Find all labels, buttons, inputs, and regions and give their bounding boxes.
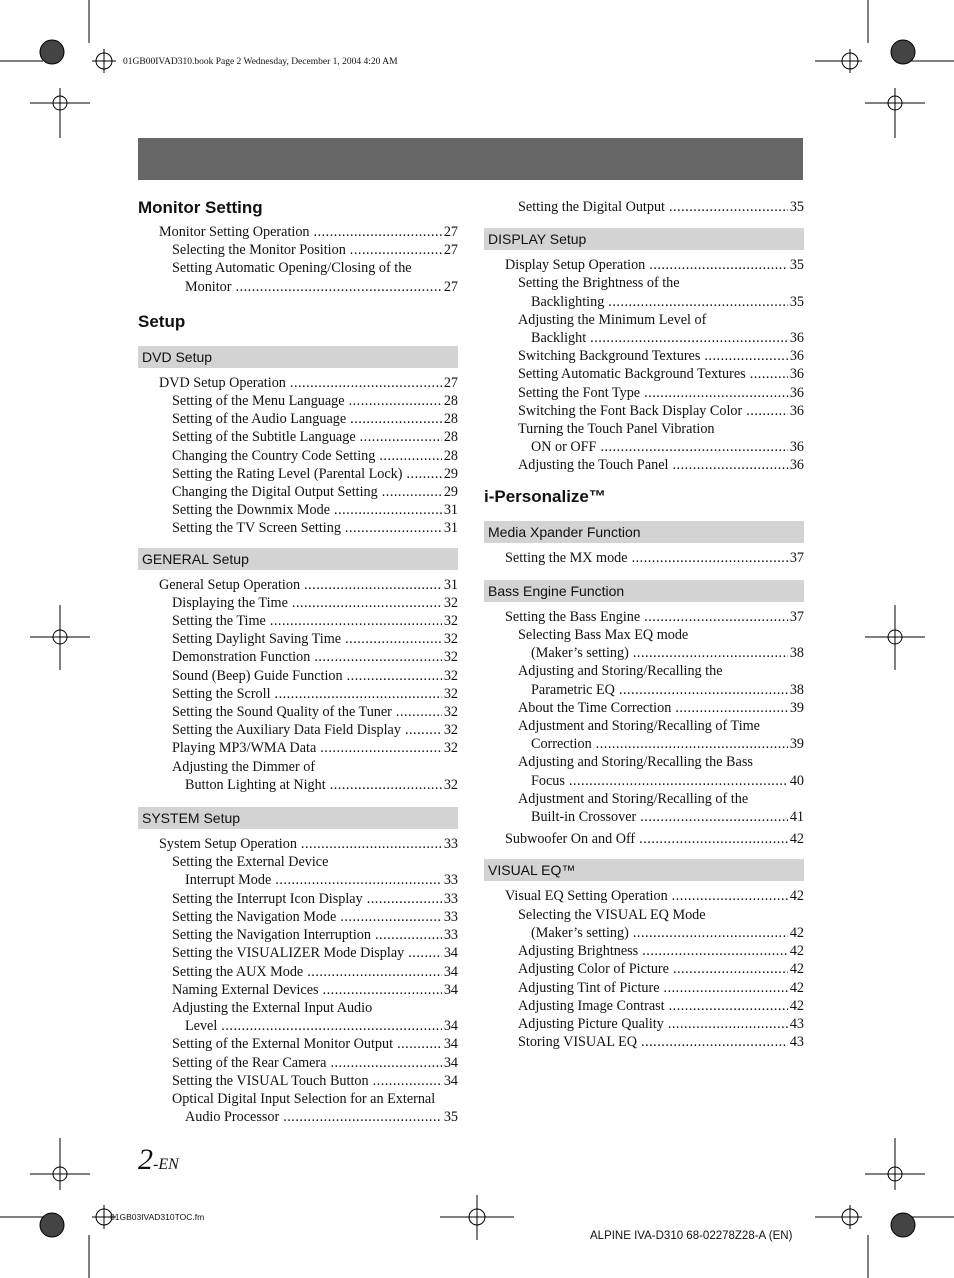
page-number-digit: 2 xyxy=(138,1143,153,1176)
header-bar xyxy=(138,138,803,180)
toc-entry[interactable]: Subwoofer On and Off ..... 42 xyxy=(484,830,804,848)
toc-entry[interactable]: Setting the Downmix Mode ..... 31 xyxy=(138,501,458,519)
toc-entry[interactable]: Setting of the Menu Language ..... 28 xyxy=(138,392,458,410)
toc-entry[interactable]: (Maker’s setting) ..... 38 xyxy=(484,644,804,662)
toc-entry[interactable]: Backlight ..... 36 xyxy=(484,329,804,347)
toc-entry[interactable]: Monitor Setting Operation ..... 27 xyxy=(138,223,458,241)
toc-entry[interactable]: Adjusting Brightness ..... 42 xyxy=(484,942,804,960)
toc-entry[interactable]: Naming External Devices ..... 34 xyxy=(138,981,458,999)
subsection-visual-eq: VISUAL EQ™ xyxy=(484,859,804,881)
toc-entry[interactable]: Changing the Digital Output Setting ..... 29 xyxy=(138,483,458,501)
toc-entry[interactable]: Setting the Bass Engine ..... 37 xyxy=(484,608,804,626)
toc-entry[interactable]: Setting the Navigation Interruption ..... 33 xyxy=(138,926,458,944)
toc-entry[interactable]: Interrupt Mode ..... 33 xyxy=(138,871,458,889)
section-title-setup: Setup xyxy=(138,311,186,331)
toc-entry[interactable]: Setting of the External Monitor Output ..... 34 xyxy=(138,1035,458,1053)
toc-entry-line1: Turning the Touch Panel Vibration xyxy=(518,421,715,438)
toc-entry[interactable]: Switching the Font Back Display Color ..... 36 xyxy=(484,402,804,420)
toc-entry[interactable]: Setting the MX mode ..... 37 xyxy=(484,549,804,567)
toc-entry[interactable]: Built-in Crossover ..... 41 xyxy=(484,808,804,826)
footer-model: ALPINE IVA-D310 68-02278Z28-A (EN) xyxy=(590,1230,793,1242)
toc-right-column xyxy=(484,198,804,1051)
toc-entry-line1: Setting the External Device xyxy=(172,854,329,871)
section-title-monitor-setting: Monitor Setting xyxy=(138,198,263,217)
toc-entry[interactable]: Changing the Country Code Setting ..... 28 xyxy=(138,447,458,465)
toc-entry[interactable]: About the Time Correction ..... 39 xyxy=(484,699,804,717)
toc-entry[interactable]: Setting the Rating Level (Parental Lock) ..... 29 xyxy=(138,465,458,483)
toc-entry-line1: Adjusting the Dimmer of xyxy=(172,758,316,775)
section-title-ipersonalize: i-Personalize™ xyxy=(484,486,606,506)
toc-entry[interactable]: Setting the Sound Quality of the Tuner ..... 32 xyxy=(138,703,458,721)
toc-entry[interactable]: Setting the Scroll ..... 32 xyxy=(138,685,458,703)
toc-entry[interactable]: Visual EQ Setting Operation ..... 42 xyxy=(484,887,804,905)
toc-entry-line1: Adjusting the Minimum Level of xyxy=(518,311,707,328)
toc-entry[interactable]: Display Setup Operation ..... 35 xyxy=(484,256,804,274)
subsection-display-setup: DISPLAY Setup xyxy=(484,228,804,250)
page-number-suffix: -EN xyxy=(153,1156,179,1173)
toc-entry-line1: Adjusting and Storing/Recalling the xyxy=(518,663,723,680)
toc-entry[interactable]: Adjusting Tint of Picture ..... 42 xyxy=(484,979,804,997)
toc-entry[interactable]: Setting Automatic Background Textures ..... 36 xyxy=(484,365,804,383)
toc-entry[interactable]: (Maker’s setting) ..... 42 xyxy=(484,924,804,942)
toc-entry-line1: Adjusting and Storing/Recalling the Bass xyxy=(518,754,753,771)
subsection-system-setup: SYSTEM Setup xyxy=(138,807,458,829)
toc-entry[interactable]: Demonstration Function ..... 32 xyxy=(138,648,458,666)
toc-entry[interactable]: Correction ..... 39 xyxy=(484,735,804,753)
toc-entry[interactable]: Setting the Interrupt Icon Display ..... 33 xyxy=(138,890,458,908)
toc-entry[interactable]: System Setup Operation ..... 33 xyxy=(138,835,458,853)
toc-entry[interactable]: Playing MP3/WMA Data ..... 32 xyxy=(138,739,458,757)
toc-entry[interactable]: Setting Daylight Saving Time ..... 32 xyxy=(138,630,458,648)
toc-entry[interactable]: Monitor ..... 27 xyxy=(138,278,458,296)
toc-entry[interactable]: Setting of the Subtitle Language ..... 28 xyxy=(138,428,458,446)
toc-entry[interactable]: Setting the Time ..... 32 xyxy=(138,612,458,630)
toc-entry[interactable]: Displaying the Time ..... 32 xyxy=(138,594,458,612)
toc-entry[interactable]: Adjusting the Touch Panel ..... 36 xyxy=(484,456,804,474)
toc-entry[interactable]: ON or OFF ..... 36 xyxy=(484,438,804,456)
toc-entry[interactable]: DVD Setup Operation ..... 27 xyxy=(138,374,458,392)
subsection-general-setup: GENERAL Setup xyxy=(138,548,458,570)
toc-entry[interactable]: Setting the VISUALIZER Mode Display ..... 34 xyxy=(138,944,458,962)
toc-entry[interactable]: Button Lighting at Night ..... 32 xyxy=(138,776,458,794)
toc-entry[interactable]: Audio Processor ..... 35 xyxy=(138,1108,458,1126)
toc-entry[interactable]: Setting the Auxiliary Data Field Display ..... 32 xyxy=(138,721,458,739)
book-info: 01GB00IVAD310.book Page 2 Wednesday, December 1, 2004 4:20 AM xyxy=(123,57,398,67)
fm-filename: 01GB03IVAD310TOC.fm xyxy=(110,1212,205,1222)
toc-entry[interactable]: General Setup Operation ..... 31 xyxy=(138,576,458,594)
toc-entry[interactable]: Backlighting ..... 35 xyxy=(484,293,804,311)
toc-entry[interactable]: Setting the Navigation Mode ..... 33 xyxy=(138,908,458,926)
toc-entry-line1: Selecting Bass Max EQ mode xyxy=(518,627,689,644)
toc-entry-line1: Setting the Brightness of the xyxy=(518,275,680,292)
toc-entry[interactable]: Setting the AUX Mode ..... 34 xyxy=(138,963,458,981)
toc-entry[interactable]: Setting the TV Screen Setting ..... 31 xyxy=(138,519,458,537)
subsection-bass-engine: Bass Engine Function xyxy=(484,580,804,602)
toc-entry[interactable]: Adjusting Color of Picture ..... 42 xyxy=(484,960,804,978)
toc-entry-line1: Adjustment and Storing/Recalling of Time xyxy=(518,718,760,735)
toc-entry[interactable]: Adjusting Picture Quality ..... 43 xyxy=(484,1015,804,1033)
toc-entry[interactable]: Adjusting Image Contrast ..... 42 xyxy=(484,997,804,1015)
toc-entry[interactable]: Focus ..... 40 xyxy=(484,772,804,790)
toc-entry[interactable]: Parametric EQ ..... 38 xyxy=(484,681,804,699)
toc-entry-line1: Adjustment and Storing/Recalling of the xyxy=(518,790,749,807)
toc-entry[interactable]: Selecting the Monitor Position ..... 27 xyxy=(138,241,458,259)
toc-entry[interactable]: Setting the Digital Output ..... 35 xyxy=(484,198,804,216)
toc-entry[interactable]: Storing VISUAL EQ ..... 43 xyxy=(484,1033,804,1051)
toc-entry[interactable]: Setting of the Rear Camera ..... 34 xyxy=(138,1054,458,1072)
toc-entry-line1: Adjusting the External Input Audio xyxy=(172,999,373,1016)
toc-entry[interactable]: Sound (Beep) Guide Function ..... 32 xyxy=(138,667,458,685)
subsection-media-xpander: Media Xpander Function xyxy=(484,521,804,543)
toc-entry[interactable]: Level ..... 34 xyxy=(138,1017,458,1035)
page-number xyxy=(138,1143,179,1177)
toc-entry-line1: Setting Automatic Opening/Closing of the xyxy=(172,260,412,277)
toc-left-column xyxy=(138,196,458,1126)
toc-entry-line1: Optical Digital Input Selection for an External xyxy=(172,1090,436,1107)
toc-entry[interactable]: Setting the Font Type ..... 36 xyxy=(484,384,804,402)
toc-entry-line1: Selecting the VISUAL EQ Mode xyxy=(518,906,706,923)
subsection-dvd-setup: DVD Setup xyxy=(138,346,458,368)
toc-entry[interactable]: Setting of the Audio Language ..... 28 xyxy=(138,410,458,428)
toc-entry[interactable]: Setting the VISUAL Touch Button ..... 34 xyxy=(138,1072,458,1090)
toc-entry[interactable]: Switching Background Textures ..... 36 xyxy=(484,347,804,365)
